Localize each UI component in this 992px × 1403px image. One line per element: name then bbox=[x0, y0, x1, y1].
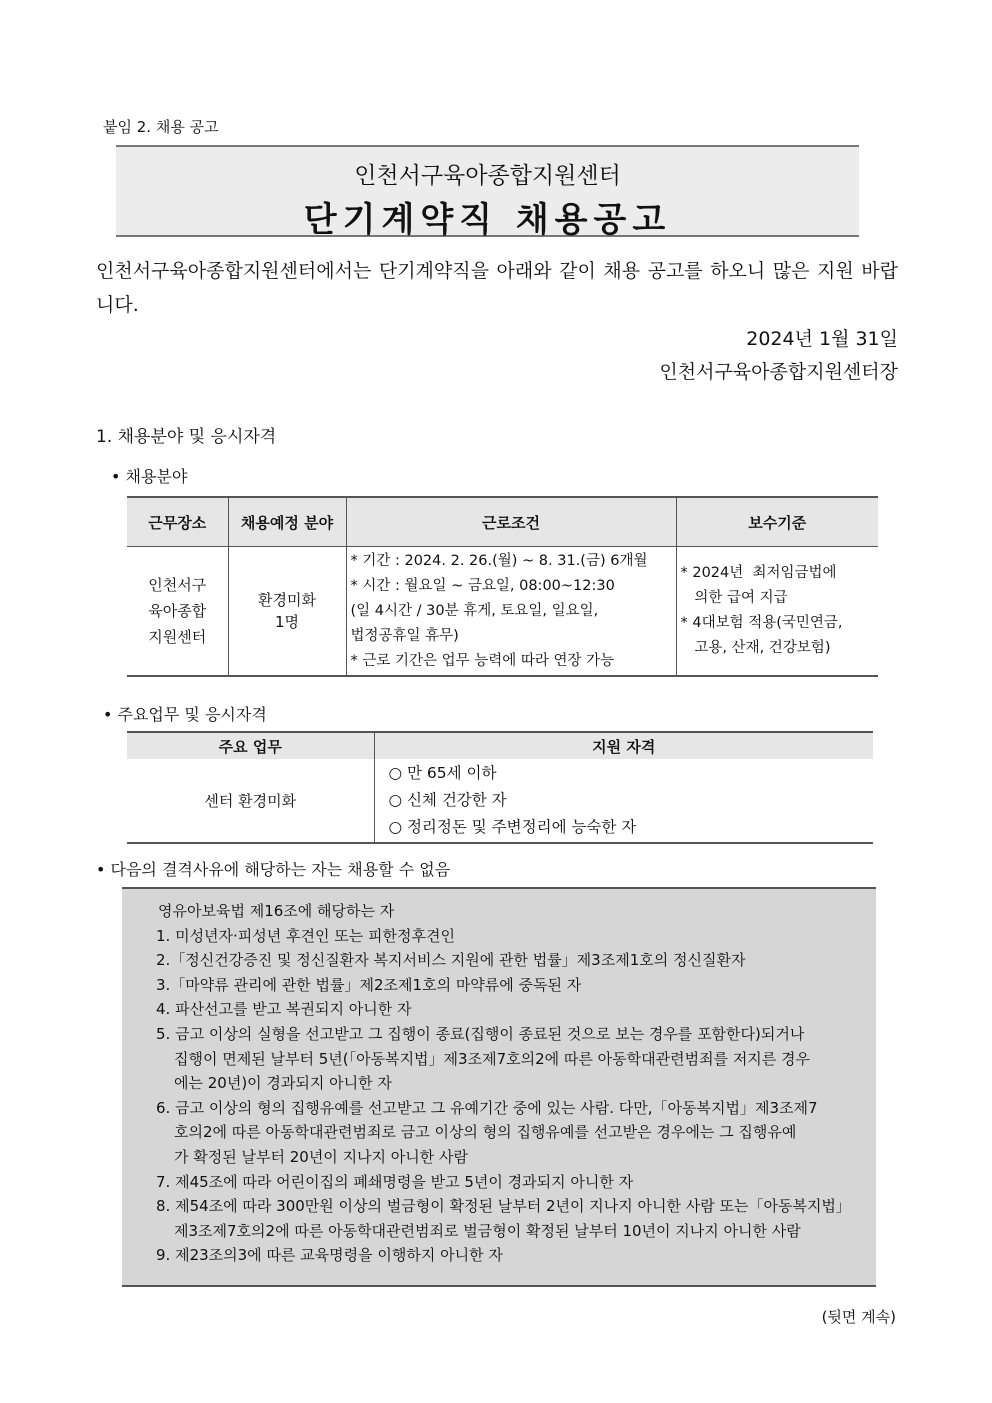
header-qualification: 지원 자격 bbox=[374, 732, 873, 759]
pay-line: 고용, 산재, 건강보험) bbox=[680, 640, 831, 656]
condition-line: * 시간 : 월요일 ~ 금요일, 08:00~12:30 bbox=[350, 577, 615, 594]
place-line: 지원센터 bbox=[148, 628, 207, 646]
dq-item: 9. 제23조의3에 따른 교육명령을 이행하지 아니한 자 bbox=[156, 1246, 503, 1265]
title-main: 단기계약직 채용공고 bbox=[303, 200, 672, 240]
issuer: 인천서구육아종합지원센터장 bbox=[659, 361, 898, 383]
place-line: 육아종합 bbox=[148, 602, 207, 620]
intro-text: 인천서구육아종합지원센터에서는 단기계약직을 아래와 같이 채용 공고를 하오니 많은 지원 바랍니다. bbox=[96, 260, 898, 316]
cell-pay bbox=[676, 547, 878, 677]
dq-item: 5. 금고 이상의 실형을 선고받고 그 집행이 종료(집행이 종료된 것으로 보는 경우를 포함한다)되거나 bbox=[156, 1024, 805, 1043]
header-place: 근무장소 bbox=[127, 497, 228, 547]
dq-item-cont: 제3조제7호의2에 따른 아동학대관련범죄로 벌금형이 확정된 날부터 10년이 지나지 아니한 사람 bbox=[174, 1221, 801, 1240]
dq-item: 6. 금고 이상의 형의 집행유예를 선고받고 그 유예기간 중에 있는 사람. 다만,「아동복지법」제3조제7 bbox=[156, 1098, 818, 1117]
header-field: 채용예정 분야 bbox=[228, 497, 346, 547]
dq-item-cont: 에는 20년)이 경과되지 아니한 자 bbox=[174, 1074, 392, 1093]
cell-place bbox=[127, 547, 228, 677]
dq-item-cont: 호의2에 따른 아동학대관련범죄로 금고 이상의 형의 집행유예를 선고받은 경우에는 그 집행유예 bbox=[174, 1123, 797, 1142]
notice-date: 2024년 1월 31일 bbox=[746, 328, 898, 350]
header-conditions: 근로조건 bbox=[346, 497, 676, 547]
qualification-line: ○ 정리정돈 및 주변정리에 능숙한 자 bbox=[388, 818, 637, 836]
dq-item: 7. 제45조에 따라 어린이집의 폐쇄명령을 받고 5년이 경과되지 아니한 자 bbox=[156, 1172, 634, 1191]
place-line: 인천서구 bbox=[148, 576, 207, 594]
cell-duty: 센터 환경미화 bbox=[204, 792, 297, 810]
section-1-heading: 1. 채용분야 및 응시자격 bbox=[96, 427, 277, 447]
disqualification-box bbox=[122, 887, 876, 1287]
cell-field bbox=[228, 547, 346, 677]
pay-line: * 4대보험 적용(국민연금, bbox=[680, 615, 843, 631]
cell-qualifications bbox=[374, 759, 873, 843]
title-box bbox=[116, 145, 859, 240]
dq-item: 4. 파산선고를 받고 복권되지 아니한 자 bbox=[156, 1000, 412, 1019]
pay-line: 의한 급여 지급 bbox=[680, 590, 788, 606]
title-org: 인천서구육아종합지원센터 bbox=[354, 163, 621, 189]
condition-line: * 근로 기간은 업무 능력에 따라 연장 가능 bbox=[350, 652, 615, 669]
dq-item: 8. 제54조에 따라 300만원 이상의 벌금형이 확정된 날부터 2년이 지나지 아니한 사람 또는「아동복지법」 bbox=[156, 1197, 851, 1216]
bullet-disqualify: • 다음의 결격사유에 해당하는 자는 채용할 수 없음 bbox=[96, 860, 451, 879]
dq-item: 1. 미성년자·피성년 후견인 또는 피한정후견인 bbox=[156, 926, 455, 945]
pay-line: * 2024년 최저임금법에 bbox=[680, 565, 837, 581]
dq-item-cont: 가 확정된 날부터 20년이 지나지 아니한 사람 bbox=[174, 1147, 469, 1166]
disqualification-heading: 영유아보육법 제16조에 해당하는 자 bbox=[158, 902, 395, 920]
qualification-line: ○ 신체 건강한 자 bbox=[388, 791, 507, 809]
duties-table bbox=[127, 731, 873, 844]
bullet-field: • 채용분야 bbox=[111, 467, 188, 486]
condition-line: (일 4시간 / 30분 휴게, 토요일, 일요일, bbox=[350, 602, 599, 619]
cell-conditions bbox=[346, 547, 676, 677]
condition-line: * 기간 : 2024. 2. 26.(월) ~ 8. 31.(금) 6개월 bbox=[350, 552, 648, 569]
bullet-duties: • 주요업무 및 응시자격 bbox=[103, 705, 267, 724]
header-duty: 주요 업무 bbox=[127, 732, 374, 759]
header-pay: 보수기준 bbox=[676, 497, 878, 547]
attachment-label: 붙임 2. 채용 공고 bbox=[103, 118, 219, 136]
continued-note: (뒷면 계속) bbox=[821, 1308, 896, 1326]
field-line: 환경미화 bbox=[258, 591, 316, 609]
condition-line: 법정공휴일 휴무) bbox=[350, 627, 459, 644]
dq-item: 2.「정신건강증진 및 정신질환자 복지서비스 지원에 관한 법률」제3조제1호의 정신질환자 bbox=[156, 951, 746, 970]
dq-item: 3.「마약류 관리에 관한 법률」제2조제1호의 마약류에 중독된 자 bbox=[156, 975, 582, 994]
field-line: 1명 bbox=[274, 613, 300, 631]
dq-item-cont: 집행이 면제된 날부터 5년(「아동복지법」제3조제7호의2에 따른 아동학대관련범죄를 저지른 경우 bbox=[174, 1049, 811, 1068]
qualification-line: ○ 만 65세 이하 bbox=[388, 764, 497, 782]
recruitment-table bbox=[127, 496, 878, 677]
